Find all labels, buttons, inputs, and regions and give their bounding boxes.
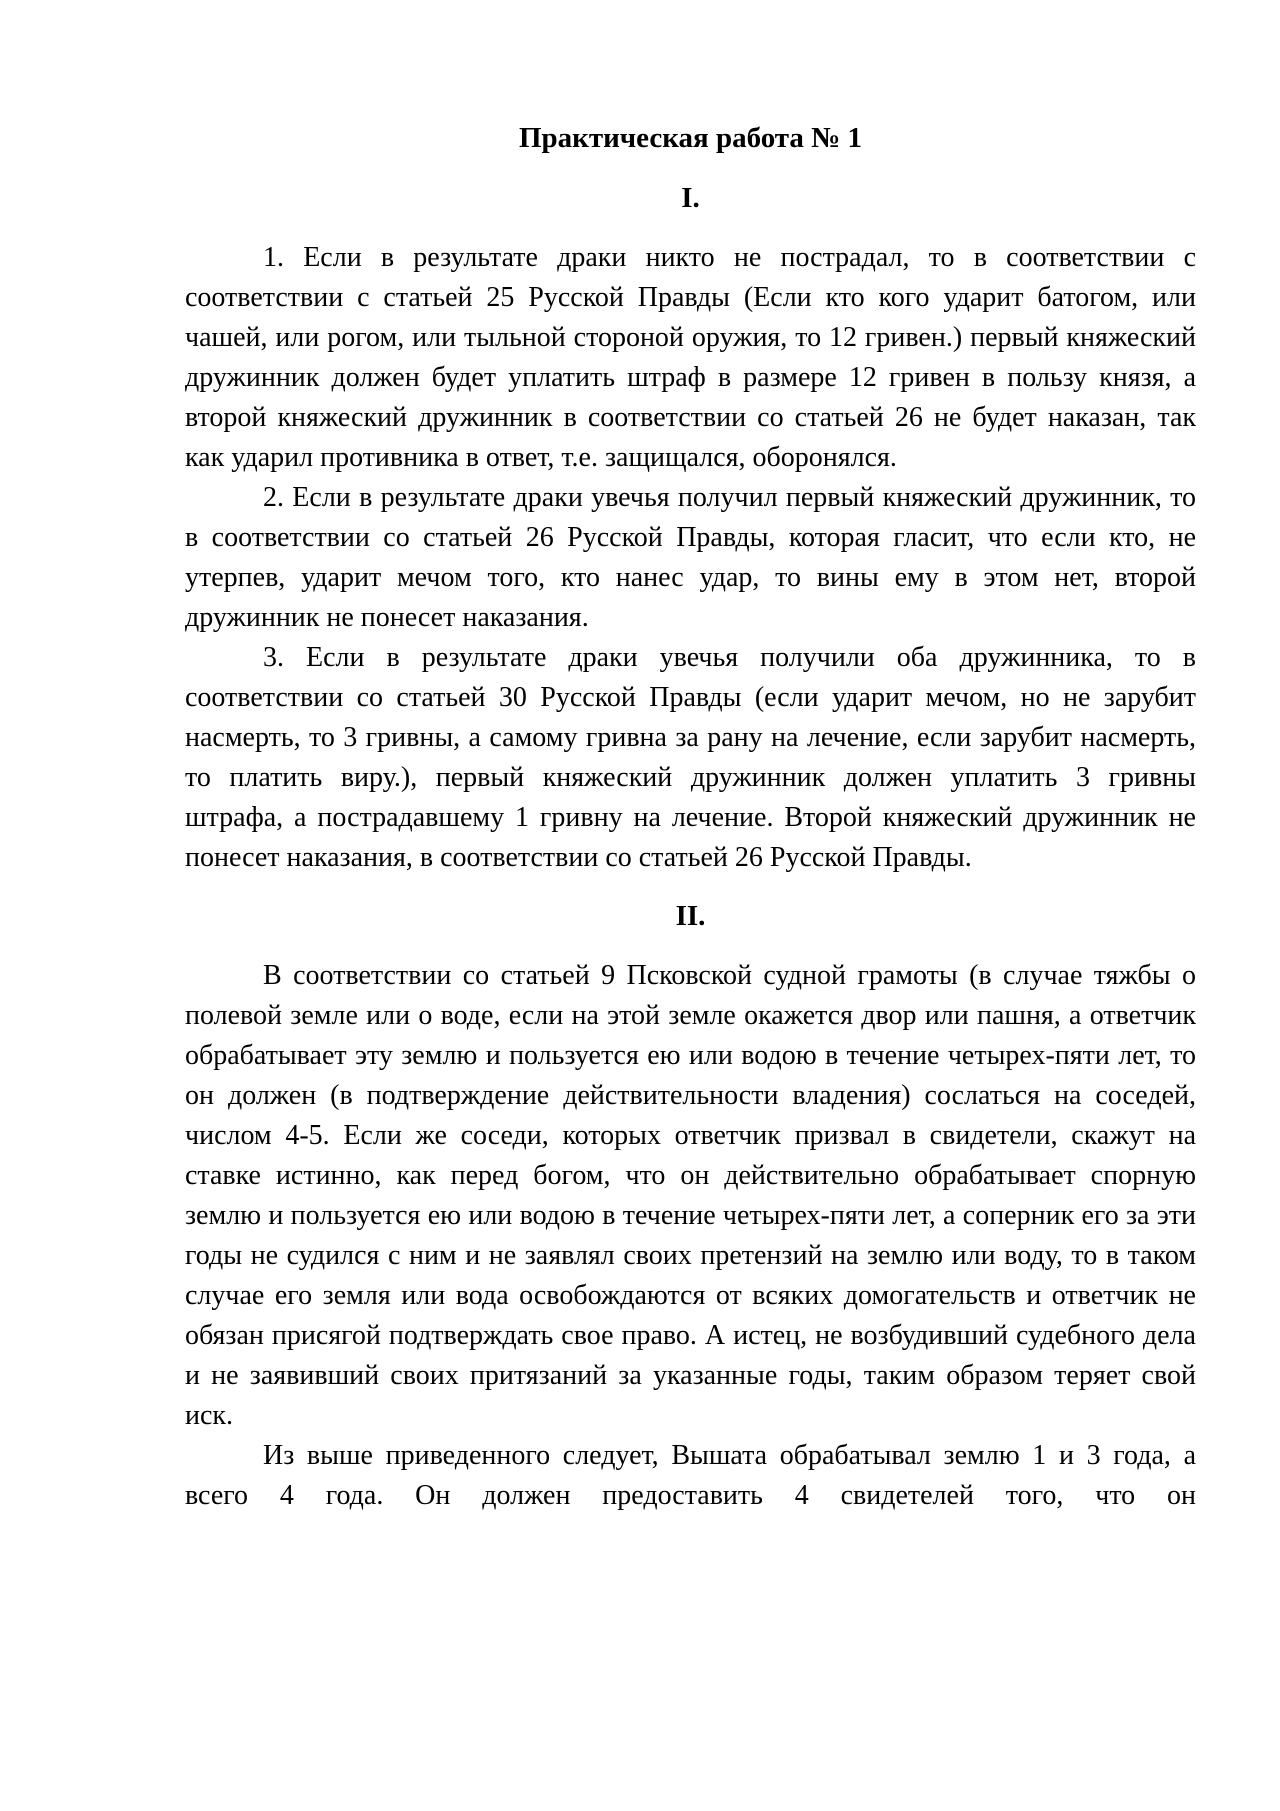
section-1-paragraph-3: 3. Если в результате драки увечья получили оба дружинника, то в соответствии со статьей 30 Русской Правды (если ударит мечом, но не зарубит насмерть, то 3 гривны, а самому гривна за рану на лечение, если зарубит насмерть, то платить виру.), первый княжеский дружинник должен уплатить 3 гривны штрафа, а пострадавшему 1 гривну на лечение. Второй княжеский дружинник не понесет наказания, в соответствии со статьей 26 Русской Правды. [185,642,1196,873]
document-title: Практическая работа № 1 [518,122,863,154]
section-1-paragraph-2: 2. Если в результате драки увечья получил первый княжеский дружинник, то в соответствии со статьей 26 Русской Правды, которая гласит, что если кто, не утерпев, ударит мечом того, кто нанес удар, то вины ему в этом нет, второй дружинник не понесет наказания. [185,482,1196,633]
section-heading-1: I. [681,182,700,214]
section-heading-2: II. [675,900,706,932]
section-2-paragraph-1: В соответствии со статьей 9 Псковской судной грамоты (в случае тяжбы о полевой земле или о воде, если на этой земле окажется двор или пашня, а ответчик обрабатывает эту землю и пользуется ею или водою в течение четырех-пяти лет, то он должен (в подтверждение действительности владения) сослаться на соседей, числом 4-5. Если же соседи, которых ответчик призвал в свидетели, скажут на ставке истинно, как перед богом, что он действительно обрабатывает спорную землю и пользуется ею или водою в течение четырех-пяти лет, а соперник его за эти годы не судился с ним и не заявлял своих претензий на землю или воду, то в таком случае его земля или вода освобождаются от всяких домогательств и ответчик не обязан присягой подтверждать свое право. А истец, не возбудивший судебного дела и не заявивший своих притязаний за указанные годы, таким образом теряет свой иск. [185,960,1196,1431]
section-2-paragraph-2: Из выше приведенного следует, Вышата обрабатывал землю 1 и 3 года, а всего 4 года. Он должен предоставить 4 свидетелей того, что он [185,1440,1196,1511]
document-page [185,118,1196,1516]
section-1-paragraph-1: 1. Если в результате драки никто не пострадал, то в соответствии с соответствии с статьей 25 Русской Правды (Если кто кого ударит батогом, или чашей, или рогом, или тыльной стороной оружия, то 12 гривен.) первый княжеский дружинник должен будет уплатить штраф в размере 12 гривен в пользу князя, а второй княжеский дружинник в соответствии со статьей 26 не будет наказан, так как ударил противника в ответ, т.е. защищался, оборонялся. [185,242,1196,473]
